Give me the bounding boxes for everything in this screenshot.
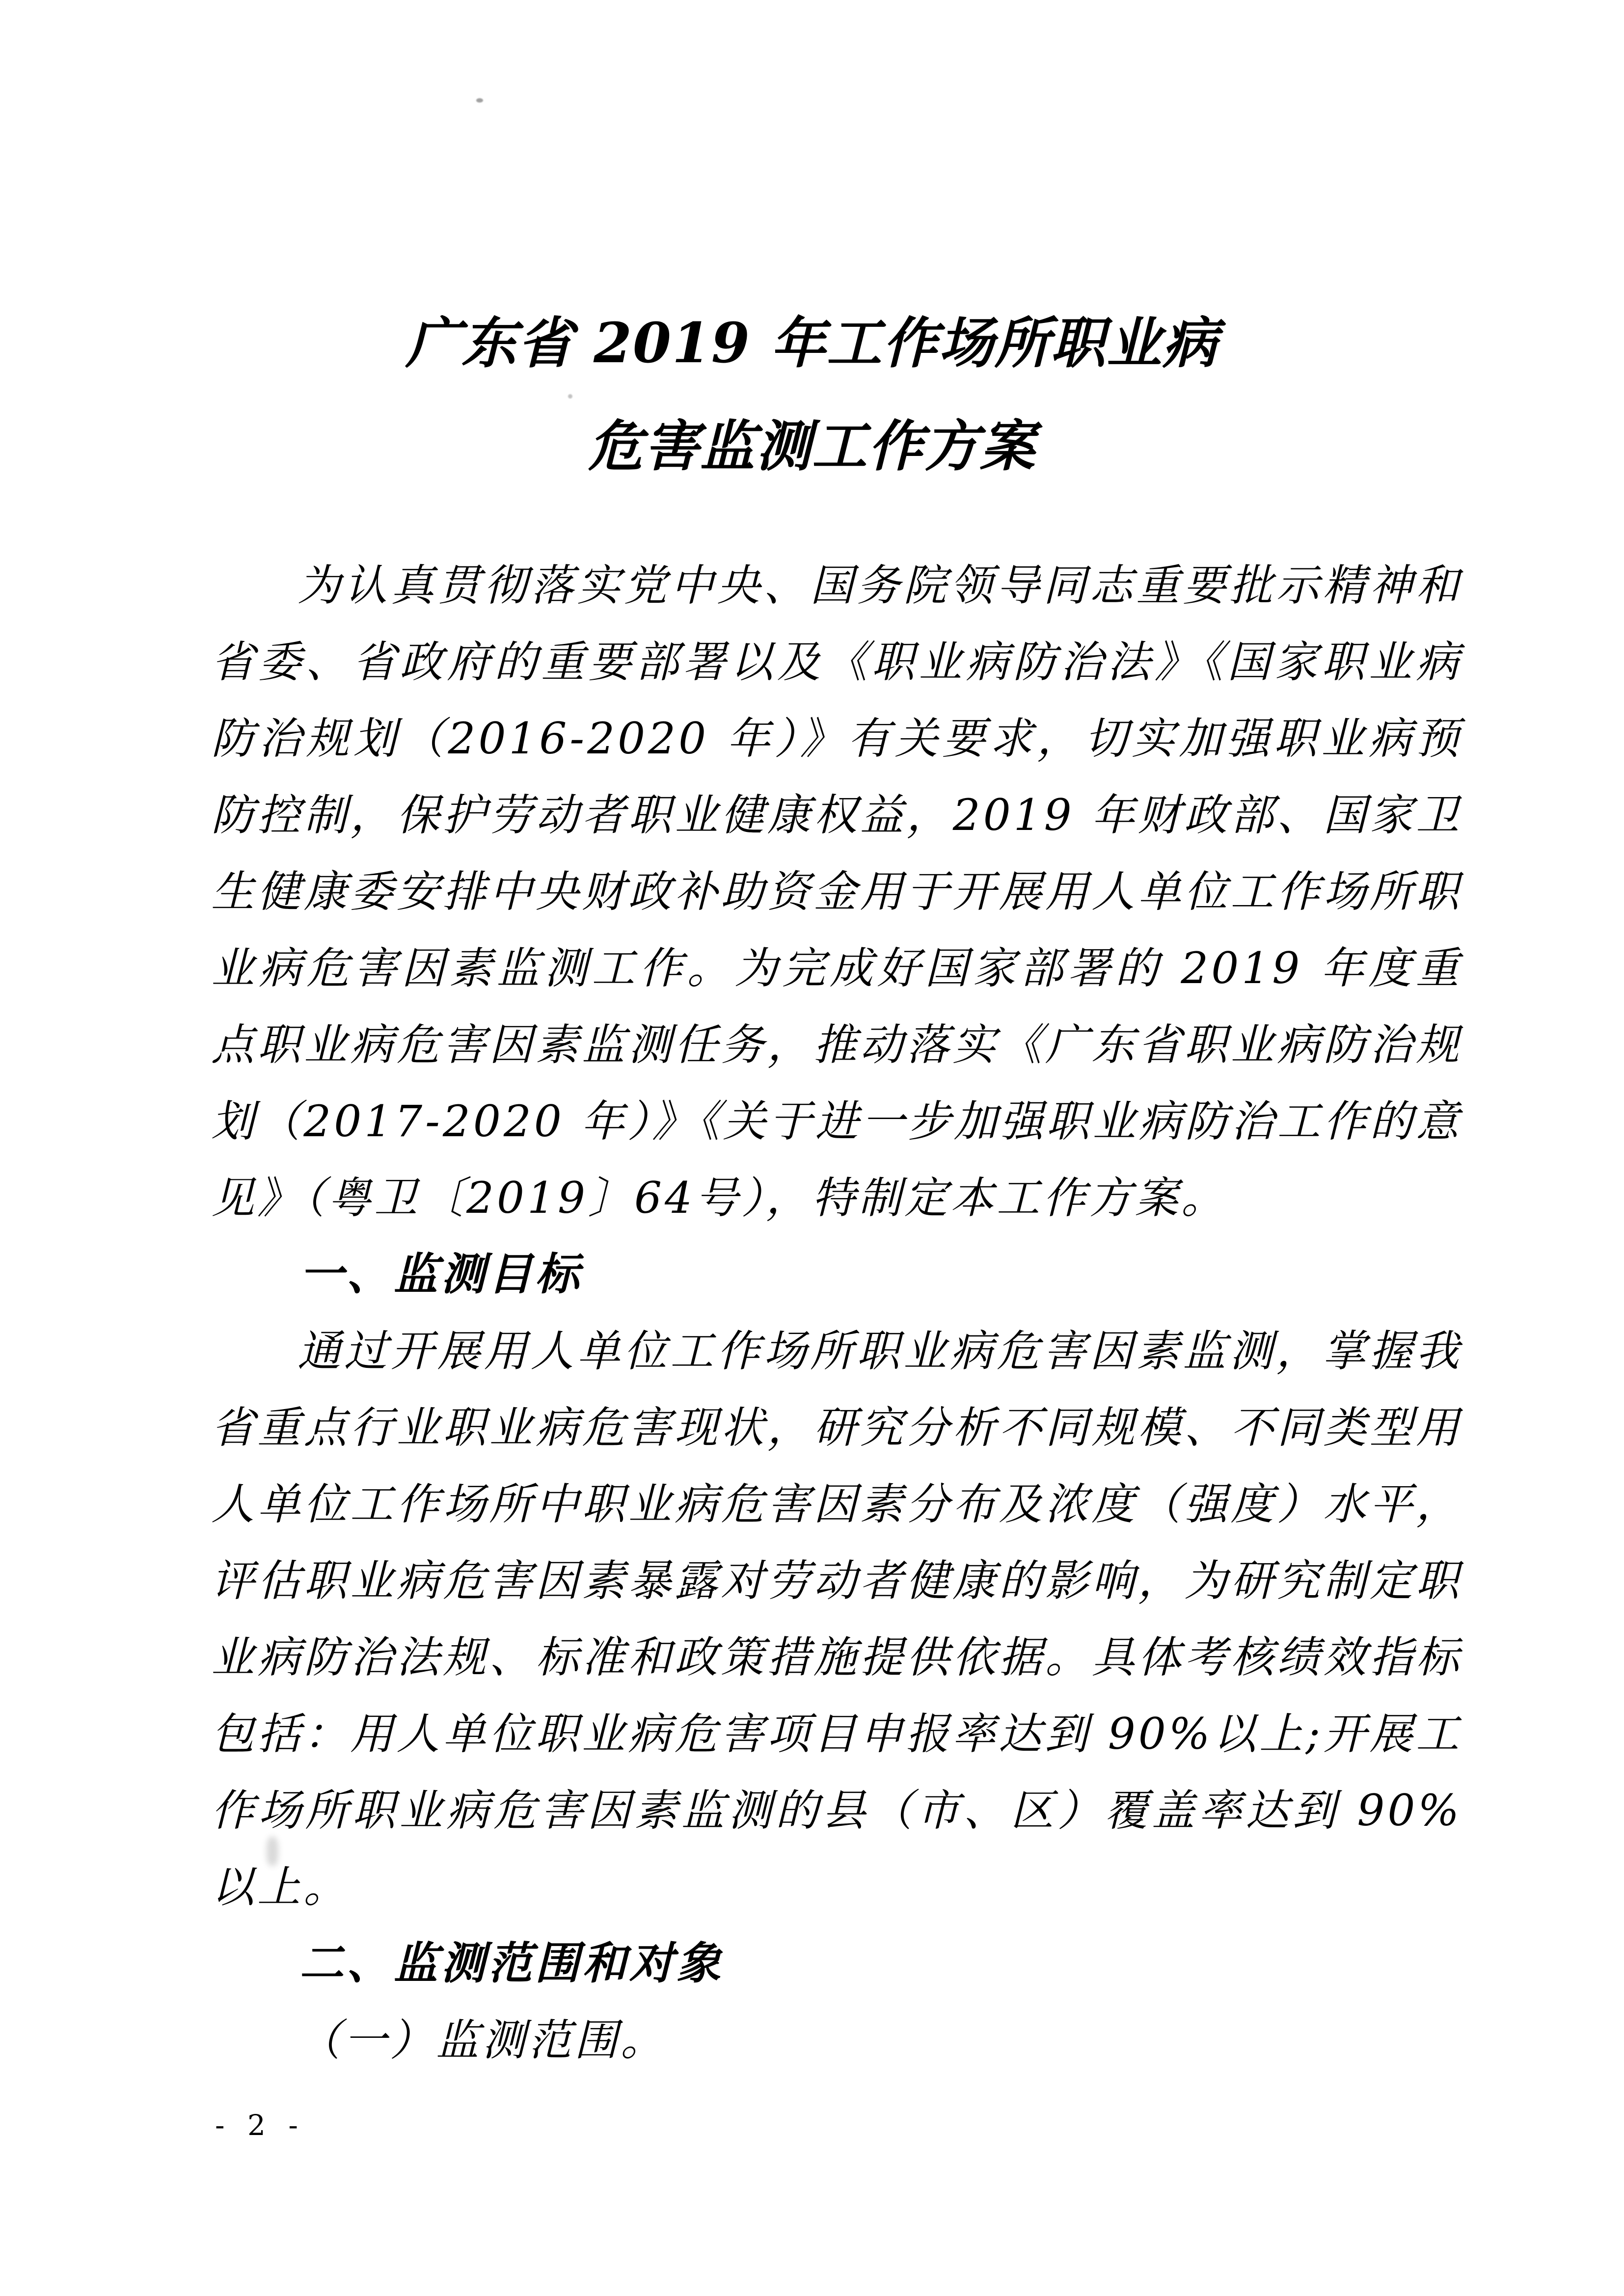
paragraph-monitoring-goals: 通过开展用人单位工作场所职业病危害因素监测，掌握我省重点行业职业病危害现状，研究分析不同规模、不同类型用人单位工作场所中职业病危害因素分布及浓度（强度）水平，评估职业病危害因素暴露对劳动者健康的影响，为研究制定职业病防治法规、标准和政策措施提供依据。具体考核绩效指标包括：用人单位职业病危害项目申报率达到 90%以上;开展工作场所职业病危害因素监测的县（市、区）覆盖率达到 90%以上。 xyxy=(211,1326,1462,1912)
document-title xyxy=(162,292,1462,498)
document-title-line2: 危害监测工作方案 xyxy=(588,414,1036,479)
page-number: - 2 - xyxy=(215,2109,305,2142)
scan-noise-smudge xyxy=(267,1837,278,1866)
scan-noise-speck xyxy=(476,98,483,103)
document-title-line1: 广东省 2019 年工作场所职业病 xyxy=(406,311,1218,375)
document-content xyxy=(0,292,1624,2079)
scan-noise-speck xyxy=(568,394,572,399)
section-heading-scope-and-targets: 二、监测范围和对象 xyxy=(299,1938,724,1989)
paragraph-monitoring-scope: （一）监测范围。 xyxy=(298,2015,667,2065)
paragraph-introduction: 为认真贯彻落实党中央、国务院领导同志重要批示精神和省委、省政府的重要部署以及《职业病防治法》《国家职业病防治规划（2016-2020 年）》有关要求，切实加强职业病预防控制，保护劳动者职业健康权益，2019 年财政部、国家卫生健康委安排中央财政补助资金用于开展用人单位工作场所职业病危害因素监测工作。为完成好国家部署的 2019 年度重点职业病危害因素监测任务，推动落实《广东省职业病防治规划（2017-2020 年）》《关于进一步加强职业病防治工作的意见》（粤卫〔2019〕64号），特制定本工作方案。 xyxy=(211,560,1462,1223)
section-heading-monitoring-goals: 一、监测目标 xyxy=(299,1249,582,1300)
